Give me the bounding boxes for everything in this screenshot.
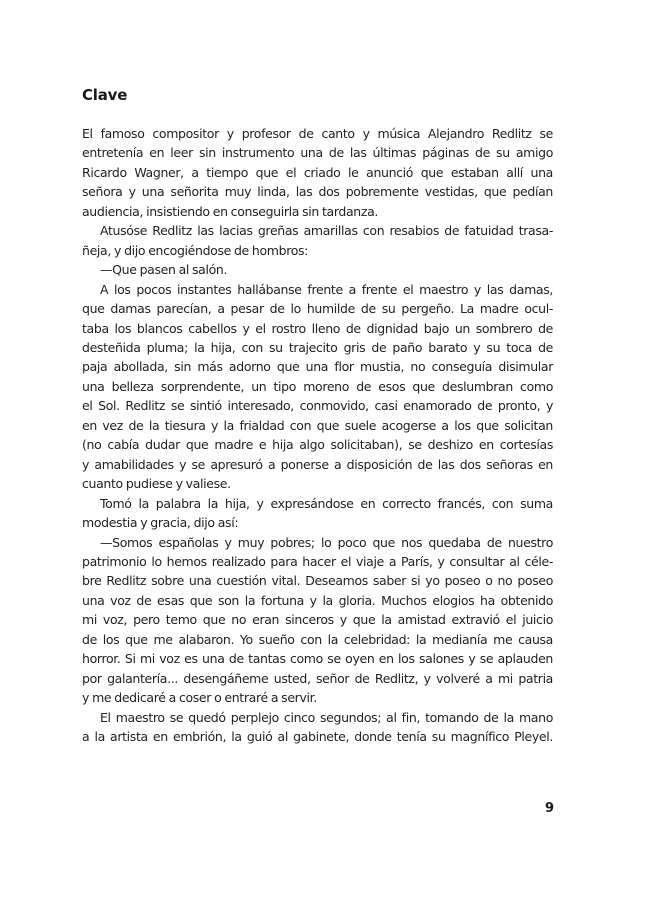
text-line: modestia y gracia, dijo así: xyxy=(82,515,239,531)
text-line: una belleza sorprendente, un tipo moreno de esos que deslumbran como xyxy=(82,378,553,394)
text-line: horror. Si mi voz es una de tantas como se oyen en los salones y se aplauden xyxy=(82,651,553,667)
paragraph xyxy=(82,124,553,221)
paragraph xyxy=(82,708,553,747)
text-line: audiencia, insistiendo en conseguirla sin tardanza. xyxy=(82,203,379,219)
paragraph xyxy=(82,494,553,533)
text-line: y amabilidades y se apresuró a ponerse a disposición de las dos señoras en xyxy=(82,456,553,472)
text-line: taba los blancos cabellos y el rostro lleno de dignidad bajo un sombrero de xyxy=(82,320,553,336)
text-line: mi voz, pero temo que no eran sinceros y que la amistad extravió el juicio xyxy=(82,612,553,628)
text-line: Tomó la palabra la hija, y expresándose en correcto francés, con suma xyxy=(100,495,553,511)
text-line: entretenía en leer sin instrumento una de las últimas páginas de su amigo xyxy=(82,145,553,161)
page-number: 9 xyxy=(544,801,554,816)
text-line: ñeja, y dijo encogiéndose de hombros: xyxy=(82,242,309,258)
text-line: —Somos españolas y muy pobres; lo poco que nos quedaba de nuestro xyxy=(100,534,553,550)
text-line: de los que me alabaron. Yo sueño con la celebridad: la medianía me causa xyxy=(82,631,553,647)
paragraph xyxy=(82,533,553,708)
text-line: Ricardo Wagner, a tiempo que el criado le anunció que estaban allí una xyxy=(82,164,553,180)
paragraph xyxy=(82,221,553,260)
body-text xyxy=(82,124,553,747)
text-line: cuanto pudiese y valiese. xyxy=(82,476,231,492)
text-line: que damas parecían, a pesar de lo humilde de su pergeño. La madre ocul- xyxy=(82,301,553,317)
text-line: en vez de la tiesura y la frialdad con que suele acogerse a los que solicitan xyxy=(82,417,553,433)
text-line: señora y una señorita muy linda, las dos pobremente vestidas, que pedían xyxy=(82,184,553,200)
text-line: El famoso compositor y profesor de canto y música Alejandro Redlitz se xyxy=(82,126,553,141)
text-line: patrimonio lo hemos realizado para hacer el viaje a París, y consultar al céle- xyxy=(82,553,553,569)
text-line: (no cabía dudar que madre e hija algo solicitaban), se deshizo en cortesías xyxy=(82,437,553,453)
text-line: a la artista en embrión, la guió al gabinete, donde tenía su magnífico Pleyel. xyxy=(82,729,553,745)
chapter-title: Clave xyxy=(82,86,128,104)
text-line: bre Redlitz sobre una cuestión vital. Deseamos saber si yo poseo o no poseo xyxy=(82,573,553,589)
text-line: A los pocos instantes hallábanse frente a frente el maestro y las damas, xyxy=(100,281,553,297)
paragraph xyxy=(82,260,553,279)
text-line: El maestro se quedó perplejo cinco segundos; al fin, tomando de la mano xyxy=(100,709,553,725)
paragraph xyxy=(82,280,553,494)
text-line: paja abollada, sin más adorno que una flor mustia, no conseguía disimular xyxy=(82,359,553,375)
text-line: Atusóse Redlitz las lacias greñas amarillas con resabios de fatuidad trasa- xyxy=(100,223,553,239)
text-line: —Que pasen al salón. xyxy=(100,262,228,278)
text-line: por galantería... desengáñeme usted, señor de Redlitz, y volveré a mi patria xyxy=(82,670,553,686)
text-line: y me dedicaré a coser o entraré a servir. xyxy=(82,690,317,706)
text-line: una voz de esas que son la fortuna y la gloria. Muchos elogios ha obtenido xyxy=(82,592,553,608)
text-line: desteñida pluma; la hija, con su trajecito gris de paño barato y su toca de xyxy=(82,339,553,355)
text-line: el Sol. Redlitz se sintió interesado, conmovido, casi enamorado de pronto, y xyxy=(82,398,553,414)
